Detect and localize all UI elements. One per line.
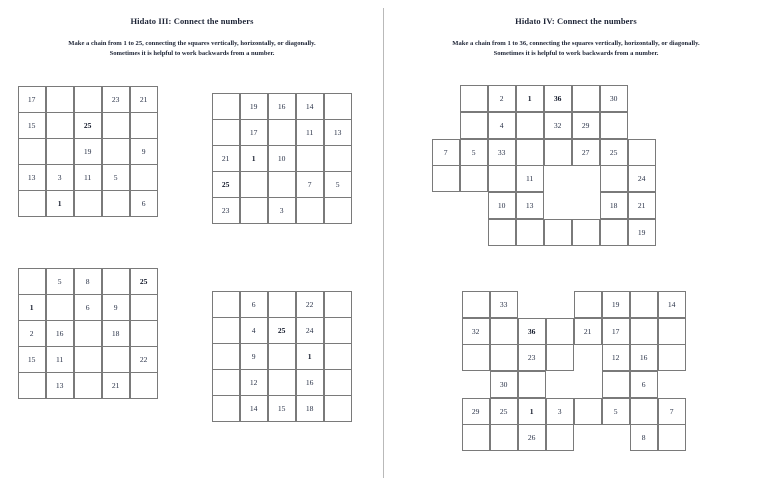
grid-cell-filled[interactable]: 5 xyxy=(46,268,74,295)
grid-cell-filled[interactable]: 12 xyxy=(240,369,268,396)
grid-cell-filled[interactable]: 6 xyxy=(240,291,268,318)
grid-cell-filled[interactable]: 2 xyxy=(488,85,516,112)
grid-cell-empty[interactable] xyxy=(130,320,158,347)
grid-cell-filled[interactable]: 1 xyxy=(240,145,268,172)
grid-cell-empty[interactable] xyxy=(74,86,102,113)
grid-cell-filled[interactable]: 12 xyxy=(602,344,630,371)
grid-cell-filled[interactable]: 23 xyxy=(102,86,130,113)
grid-cell-empty[interactable] xyxy=(212,119,240,146)
grid-cell-filled[interactable]: 25 xyxy=(268,317,296,344)
grid-cell-empty[interactable] xyxy=(102,138,130,165)
grid-cell-filled[interactable]: 7 xyxy=(658,398,686,425)
grid-cell-empty[interactable] xyxy=(462,291,490,318)
grid-cell-empty[interactable] xyxy=(600,112,628,139)
grid-cell-filled[interactable]: 18 xyxy=(296,395,324,422)
grid-cell-filled[interactable]: 1 xyxy=(296,343,324,370)
grid-cell-empty[interactable] xyxy=(130,372,158,399)
grid-cell-empty[interactable] xyxy=(516,139,544,166)
grid-cell-empty[interactable] xyxy=(488,165,516,192)
grid-cell-empty[interactable] xyxy=(324,145,352,172)
grid-cell-empty[interactable] xyxy=(546,424,574,451)
grid-cell-filled[interactable]: 16 xyxy=(296,369,324,396)
grid-cell-filled[interactable]: 9 xyxy=(240,343,268,370)
grid-cell-empty[interactable] xyxy=(102,190,130,217)
grid-cell-empty[interactable] xyxy=(460,165,488,192)
page-title-left: Hidato III: Connect the numbers xyxy=(130,16,254,26)
grid-gap xyxy=(462,371,490,398)
grid-gap xyxy=(546,371,574,398)
grid-gap xyxy=(544,165,572,192)
grid-cell-filled[interactable]: 24 xyxy=(296,317,324,344)
grid-gap xyxy=(574,344,602,371)
grid-gap xyxy=(460,192,488,219)
grid-cell-empty[interactable] xyxy=(324,93,352,120)
grid-cell-empty[interactable] xyxy=(658,344,686,371)
grid-cell-empty[interactable] xyxy=(546,318,574,345)
grid-cell-empty[interactable] xyxy=(212,93,240,120)
grid-cell-empty[interactable] xyxy=(74,346,102,373)
grid-cell-empty[interactable] xyxy=(490,318,518,345)
grid-cell-empty[interactable] xyxy=(324,317,352,344)
grid-cell-filled[interactable]: 21 xyxy=(102,372,130,399)
grid-cell-filled[interactable]: 8 xyxy=(74,268,102,295)
grid-cell-filled[interactable]: 16 xyxy=(46,320,74,347)
grid-cell-filled[interactable]: 10 xyxy=(488,192,516,219)
grid-gap xyxy=(432,192,460,219)
grid-cell-filled[interactable]: 6 xyxy=(130,190,158,217)
grid-cell-filled[interactable]: 4 xyxy=(240,317,268,344)
grid-cell-filled[interactable]: 36 xyxy=(544,85,572,112)
grid-cell-empty[interactable] xyxy=(462,344,490,371)
grid-cell-filled[interactable]: 21 xyxy=(628,192,656,219)
grid-cell-filled[interactable]: 15 xyxy=(18,112,46,139)
grid-cell-empty[interactable] xyxy=(130,164,158,191)
grid-cell-filled[interactable]: 3 xyxy=(46,164,74,191)
grid-gap xyxy=(572,165,600,192)
instructions-line-2: Sometimes it is helpful to work backwards from a number. xyxy=(109,49,275,57)
grid-gap xyxy=(460,219,488,246)
grid-cell-filled[interactable]: 5 xyxy=(602,398,630,425)
grid-cell-empty[interactable] xyxy=(516,219,544,246)
grid-cell-filled[interactable]: 1 xyxy=(516,85,544,112)
grid-cell-filled[interactable]: 19 xyxy=(602,291,630,318)
grid-cell-filled[interactable]: 16 xyxy=(268,93,296,120)
grid-cell-empty[interactable] xyxy=(490,344,518,371)
grid-cell-filled[interactable]: 11 xyxy=(516,165,544,192)
grid-cell-empty[interactable] xyxy=(102,112,130,139)
grid-cell-filled[interactable]: 13 xyxy=(516,192,544,219)
grid-cell-empty[interactable] xyxy=(268,343,296,370)
grid-cell-empty[interactable] xyxy=(268,171,296,198)
grid-cell-empty[interactable] xyxy=(130,294,158,321)
grid-cell-empty[interactable] xyxy=(572,219,600,246)
grid-cell-empty[interactable] xyxy=(546,344,574,371)
puzzle-grid-5[interactable] xyxy=(432,85,656,246)
grid-cell-filled[interactable]: 5 xyxy=(324,171,352,198)
grid-cell-empty[interactable] xyxy=(460,112,488,139)
grid-cell-filled[interactable]: 15 xyxy=(18,346,46,373)
grid-cell-filled[interactable]: 30 xyxy=(490,371,518,398)
grid-gap xyxy=(628,85,656,112)
grid-body xyxy=(462,291,686,451)
grid-cell-empty[interactable] xyxy=(102,346,130,373)
grid-cell-empty[interactable] xyxy=(212,343,240,370)
grid-cell-filled[interactable]: 3 xyxy=(546,398,574,425)
puzzle-grid-6[interactable] xyxy=(462,291,686,451)
grid-cell-filled[interactable]: 9 xyxy=(130,138,158,165)
grid-cell-filled[interactable]: 5 xyxy=(102,164,130,191)
grid-cell-filled[interactable]: 32 xyxy=(544,112,572,139)
puzzle-grid-3[interactable] xyxy=(18,268,158,399)
grid-gap xyxy=(602,424,630,451)
grid-cell-empty[interactable] xyxy=(658,424,686,451)
grid-cell-empty[interactable] xyxy=(212,369,240,396)
grid-cell-empty[interactable] xyxy=(488,219,516,246)
grid-cell-filled[interactable]: 30 xyxy=(600,85,628,112)
grid-cell-empty[interactable] xyxy=(462,424,490,451)
grid-cell-filled[interactable]: 3 xyxy=(268,197,296,224)
grid-cell-filled[interactable]: 22 xyxy=(296,291,324,318)
grid-cell-filled[interactable]: 11 xyxy=(46,346,74,373)
grid-cell-filled[interactable]: 13 xyxy=(46,372,74,399)
grid-cell-filled[interactable]: 19 xyxy=(240,93,268,120)
grid-cell-empty[interactable] xyxy=(324,197,352,224)
grid-cell-empty[interactable] xyxy=(74,190,102,217)
grid-cell-empty[interactable] xyxy=(574,291,602,318)
grid-gap xyxy=(432,112,460,139)
grid-cell-empty[interactable] xyxy=(268,119,296,146)
grid-cell-filled[interactable]: 6 xyxy=(74,294,102,321)
worksheet-page-right xyxy=(384,0,768,493)
grid-cell-empty[interactable] xyxy=(324,343,352,370)
grid-cell-filled[interactable]: 5 xyxy=(460,139,488,166)
grid-cell-empty[interactable] xyxy=(240,171,268,198)
grid-gap xyxy=(432,85,460,112)
grid-cell-filled[interactable]: 9 xyxy=(102,294,130,321)
grid-cell-empty[interactable] xyxy=(240,197,268,224)
grid-cell-empty[interactable] xyxy=(18,372,46,399)
grid-cell-empty[interactable] xyxy=(212,291,240,318)
instructions-line-1: Make a chain from 1 to 25, connecting the squares vertically, horizontally, or diagonally. xyxy=(68,40,316,47)
grid-cell-empty[interactable] xyxy=(518,371,546,398)
grid-cell-filled[interactable]: 11 xyxy=(74,164,102,191)
grid-cell-filled[interactable]: 25 xyxy=(212,171,240,198)
grid-cell-empty[interactable] xyxy=(18,268,46,295)
grid-cell-filled[interactable]: 25 xyxy=(600,139,628,166)
puzzle-grid-4[interactable] xyxy=(212,291,352,422)
grid-cell-empty[interactable] xyxy=(102,268,130,295)
grid-cell-filled[interactable]: 15 xyxy=(268,395,296,422)
grid-cell-empty[interactable] xyxy=(46,294,74,321)
grid-cell-filled[interactable]: 1 xyxy=(46,190,74,217)
puzzle-grid-1[interactable] xyxy=(18,86,158,217)
grid-cell-empty[interactable] xyxy=(324,291,352,318)
grid-gap xyxy=(544,192,572,219)
grid-cell-empty[interactable] xyxy=(658,318,686,345)
grid-cell-filled[interactable]: 21 xyxy=(130,86,158,113)
grid-cell-empty[interactable] xyxy=(46,86,74,113)
grid-cell-filled[interactable]: 27 xyxy=(572,139,600,166)
grid-cell-empty[interactable] xyxy=(490,424,518,451)
page-title-right: Hidato IV: Connect the numbers xyxy=(515,16,637,26)
grid-cell-filled[interactable]: 8 xyxy=(630,424,658,451)
grid-cell-empty[interactable] xyxy=(46,112,74,139)
grid-gap xyxy=(574,371,602,398)
grid-cell-filled[interactable]: 33 xyxy=(488,139,516,166)
grid-cell-empty[interactable] xyxy=(544,139,572,166)
grid-cell-empty[interactable] xyxy=(574,398,602,425)
grid-cell-empty[interactable] xyxy=(324,369,352,396)
grid-cell-filled[interactable]: 25 xyxy=(130,268,158,295)
grid-cell-filled[interactable]: 2 xyxy=(18,320,46,347)
grid-cell-empty[interactable] xyxy=(432,165,460,192)
grid-cell-empty[interactable] xyxy=(602,371,630,398)
grid-cell-empty[interactable] xyxy=(296,197,324,224)
grid-cell-empty[interactable] xyxy=(74,372,102,399)
grid-body xyxy=(18,86,158,217)
grid-cell-filled[interactable]: 17 xyxy=(18,86,46,113)
grid-gap xyxy=(432,219,460,246)
grid-cell-filled[interactable]: 17 xyxy=(602,318,630,345)
grid-cell-filled[interactable]: 21 xyxy=(212,145,240,172)
grid-cell-empty[interactable] xyxy=(18,190,46,217)
grid-cell-filled[interactable]: 29 xyxy=(572,112,600,139)
grid-cell-empty[interactable] xyxy=(544,219,572,246)
grid-cell-empty[interactable] xyxy=(628,139,656,166)
grid-cell-filled[interactable]: 19 xyxy=(628,219,656,246)
grid-cell-empty[interactable] xyxy=(74,320,102,347)
grid-cell-filled[interactable]: 21 xyxy=(574,318,602,345)
grid-cell-empty[interactable] xyxy=(630,318,658,345)
grid-body xyxy=(212,93,352,224)
puzzle-grid-2[interactable] xyxy=(212,93,352,224)
grid-cell-filled[interactable]: 23 xyxy=(212,197,240,224)
grid-cell-filled[interactable]: 36 xyxy=(518,318,546,345)
grid-body xyxy=(432,85,656,246)
grid-cell-filled[interactable]: 33 xyxy=(490,291,518,318)
grid-cell-filled[interactable]: 14 xyxy=(658,291,686,318)
grid-gap xyxy=(628,112,656,139)
grid-cell-filled[interactable]: 23 xyxy=(518,344,546,371)
grid-cell-empty[interactable] xyxy=(460,85,488,112)
grid-cell-filled[interactable]: 24 xyxy=(628,165,656,192)
grid-cell-empty[interactable] xyxy=(600,219,628,246)
grid-cell-filled[interactable]: 26 xyxy=(518,424,546,451)
grid-cell-filled[interactable]: 11 xyxy=(296,119,324,146)
grid-cell-filled[interactable]: 7 xyxy=(296,171,324,198)
grid-cell-empty[interactable] xyxy=(212,317,240,344)
grid-cell-empty[interactable] xyxy=(600,165,628,192)
grid-gap xyxy=(518,291,546,318)
grid-cell-filled[interactable]: 29 xyxy=(462,398,490,425)
grid-gap xyxy=(658,371,686,398)
grid-cell-empty[interactable] xyxy=(46,138,74,165)
grid-cell-empty[interactable] xyxy=(18,138,46,165)
grid-gap xyxy=(572,192,600,219)
grid-cell-empty[interactable] xyxy=(268,291,296,318)
grid-cell-filled[interactable]: 10 xyxy=(268,145,296,172)
grid-cell-filled[interactable]: 13 xyxy=(18,164,46,191)
grid-cell-filled[interactable]: 7 xyxy=(432,139,460,166)
grid-cell-filled[interactable]: 17 xyxy=(240,119,268,146)
page-instructions-right xyxy=(384,39,768,58)
page-instructions-left xyxy=(0,39,384,58)
grid-cell-filled[interactable]: 25 xyxy=(74,112,102,139)
grid-cell-filled[interactable]: 6 xyxy=(630,371,658,398)
grid-body xyxy=(212,291,352,422)
grid-cell-filled[interactable]: 14 xyxy=(296,93,324,120)
grid-cell-filled[interactable]: 1 xyxy=(18,294,46,321)
grid-cell-filled[interactable]: 4 xyxy=(488,112,516,139)
grid-cell-empty[interactable] xyxy=(572,85,600,112)
grid-cell-filled[interactable]: 25 xyxy=(490,398,518,425)
grid-cell-filled[interactable]: 22 xyxy=(130,346,158,373)
grid-cell-filled[interactable]: 13 xyxy=(324,119,352,146)
grid-gap xyxy=(574,424,602,451)
grid-cell-empty[interactable] xyxy=(268,369,296,396)
grid-cell-filled[interactable]: 16 xyxy=(630,344,658,371)
grid-cell-filled[interactable]: 19 xyxy=(74,138,102,165)
instructions-line-2: Sometimes it is helpful to work backwards from a number. xyxy=(493,49,659,57)
grid-cell-empty[interactable] xyxy=(130,112,158,139)
grid-body xyxy=(18,268,158,399)
grid-cell-empty[interactable] xyxy=(324,395,352,422)
grid-cell-empty[interactable] xyxy=(630,291,658,318)
grid-cell-empty[interactable] xyxy=(516,112,544,139)
grid-cell-filled[interactable]: 32 xyxy=(462,318,490,345)
grid-cell-filled[interactable]: 18 xyxy=(600,192,628,219)
grid-cell-empty[interactable] xyxy=(296,145,324,172)
grid-cell-filled[interactable]: 14 xyxy=(240,395,268,422)
grid-gap xyxy=(546,291,574,318)
grid-cell-filled[interactable]: 1 xyxy=(518,398,546,425)
grid-cell-empty[interactable] xyxy=(630,398,658,425)
grid-cell-filled[interactable]: 18 xyxy=(102,320,130,347)
grid-cell-empty[interactable] xyxy=(212,395,240,422)
instructions-line-1: Make a chain from 1 to 36, connecting the squares vertically, horizontally, or diagonally. xyxy=(452,40,700,47)
